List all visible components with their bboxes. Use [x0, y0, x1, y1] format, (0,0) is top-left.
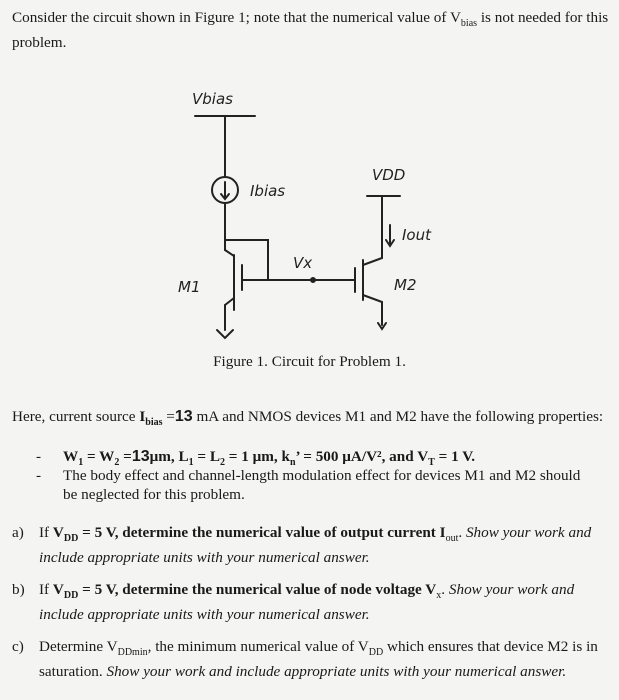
vx-label: Vx	[293, 254, 313, 272]
figure-caption: Figure 1. Circuit for Problem 1.	[213, 353, 406, 370]
iout-label: Iout	[402, 226, 431, 244]
properties-paragraph: Here, current source $I_{bias} =13$ mA and NMOS devices M1 and M2 have the following properties:	[12, 408, 604, 429]
intro-paragraph: Consider the circuit shown in Figure 1; note that the numerical value of $V_{bias}$ is not needed for this problem.	[12, 9, 609, 52]
ibias-label: Ibias	[250, 182, 286, 200]
m2-label: M2	[394, 276, 417, 294]
m1-label: M1	[178, 278, 201, 296]
vbias-label: Vbias	[192, 90, 233, 108]
m1-drain-gate-wire	[225, 240, 268, 280]
ground-icon	[217, 330, 233, 338]
circuit-figure	[150, 80, 470, 350]
vdd-label: VDD	[372, 166, 406, 184]
